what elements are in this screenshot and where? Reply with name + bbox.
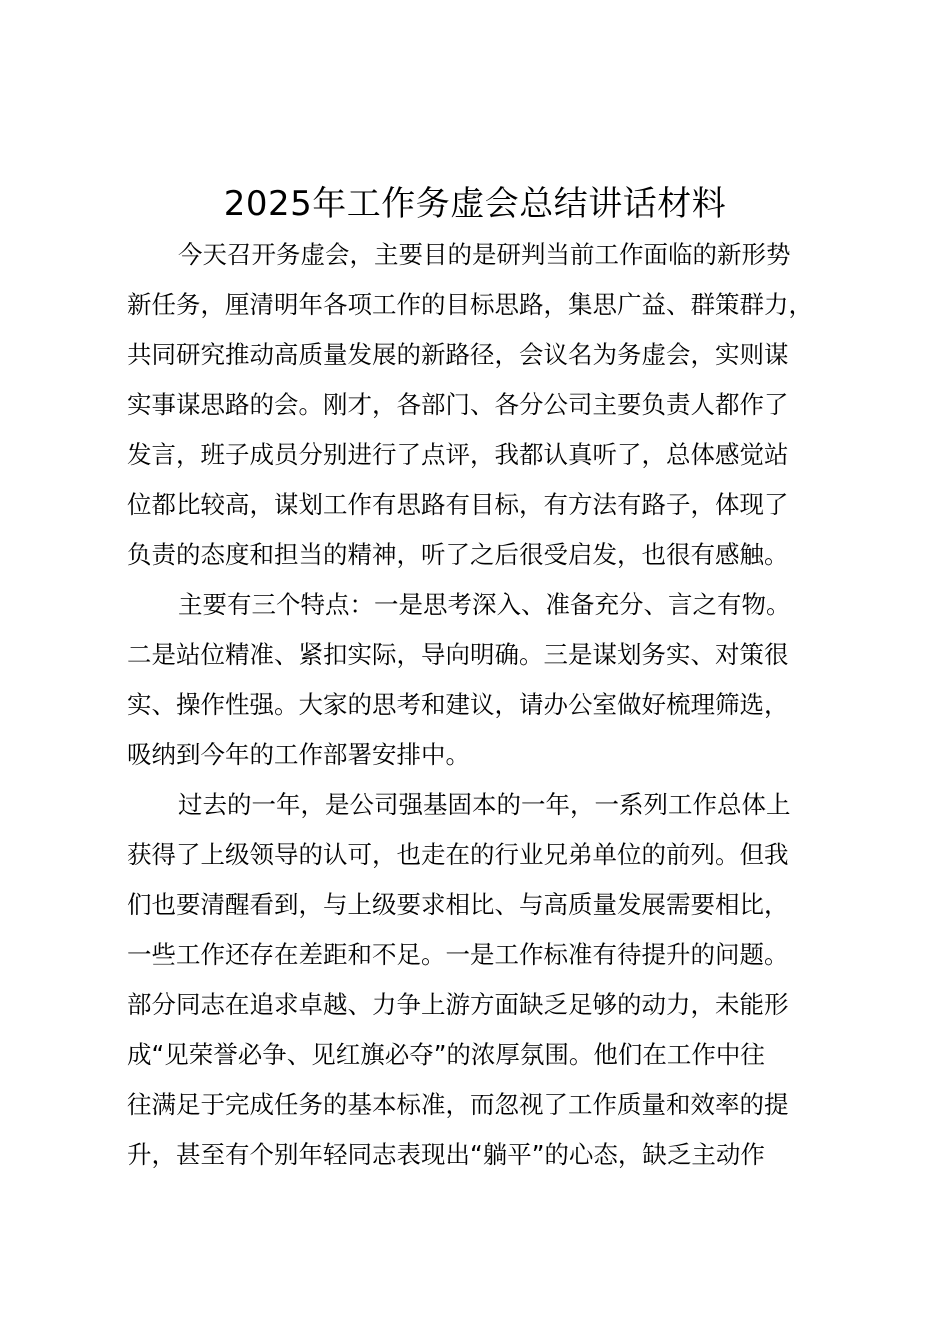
- text-line: 主要有三个特点：一是思考深入、准备充分、言之有物。: [178, 590, 791, 619]
- text-line: 一些工作还存在差距和不足。一是工作标准有待提升的问题。: [127, 940, 789, 969]
- document-title: 2025年工作务虚会总结讲话材料: [223, 184, 727, 224]
- document-body: [127, 230, 847, 1180]
- text-line: 获得了上级领导的认可，也走在的行业兄弟单位的前列。但我: [127, 840, 789, 869]
- text-line: 实事谋思路的会。刚才，各部门、各分公司主要负责人都作了: [127, 390, 789, 419]
- text-line: 部分同志在追求卓越、力争上游方面缺乏足够的动力，未能形: [127, 990, 789, 1019]
- paragraph-3: [127, 780, 847, 1180]
- text-line: 发言，班子成员分别进行了点评，我都认真听了，总体感觉站: [127, 440, 789, 469]
- text-line: 新任务，厘清明年各项工作的目标思路，集思广益、群策群力，: [127, 290, 813, 319]
- text-line: 升，甚至有个别年轻同志表现出“躺平”的心态，缺乏主动作: [127, 1140, 765, 1169]
- text-line: 实、操作性强。大家的思考和建议，请办公室做好梳理筛选，: [127, 690, 789, 719]
- text-line: 过去的一年，是公司强基固本的一年，一系列工作总体上: [178, 790, 791, 819]
- text-line: 负责的态度和担当的精神，听了之后很受启发，也很有感触。: [127, 540, 789, 569]
- paragraph-1: [127, 230, 847, 580]
- text-line: 共同研究推动高质量发展的新路径，会议名为务虚会，实则谋: [127, 340, 789, 369]
- text-line: 位都比较高，谋划工作有思路有目标，有方法有路子，体现了: [127, 490, 789, 519]
- text-line: 吸纳到今年的工作部署安排中。: [127, 740, 470, 769]
- text-line: 们也要清醒看到，与上级要求相比、与高质量发展需要相比，: [127, 890, 789, 919]
- text-line: 往满足于完成任务的基本标准，而忽视了工作质量和效率的提: [127, 1090, 789, 1119]
- text-line: 今天召开务虚会，主要目的是研判当前工作面临的新形势: [178, 240, 791, 269]
- paragraph-2: [127, 580, 847, 780]
- text-line: 成“见荣誉必争、见红旗必夺”的浓厚氛围。他们在工作中往: [127, 1040, 765, 1069]
- text-line: 二是站位精准、紧扣实际，导向明确。三是谋划务实、对策很: [127, 640, 789, 669]
